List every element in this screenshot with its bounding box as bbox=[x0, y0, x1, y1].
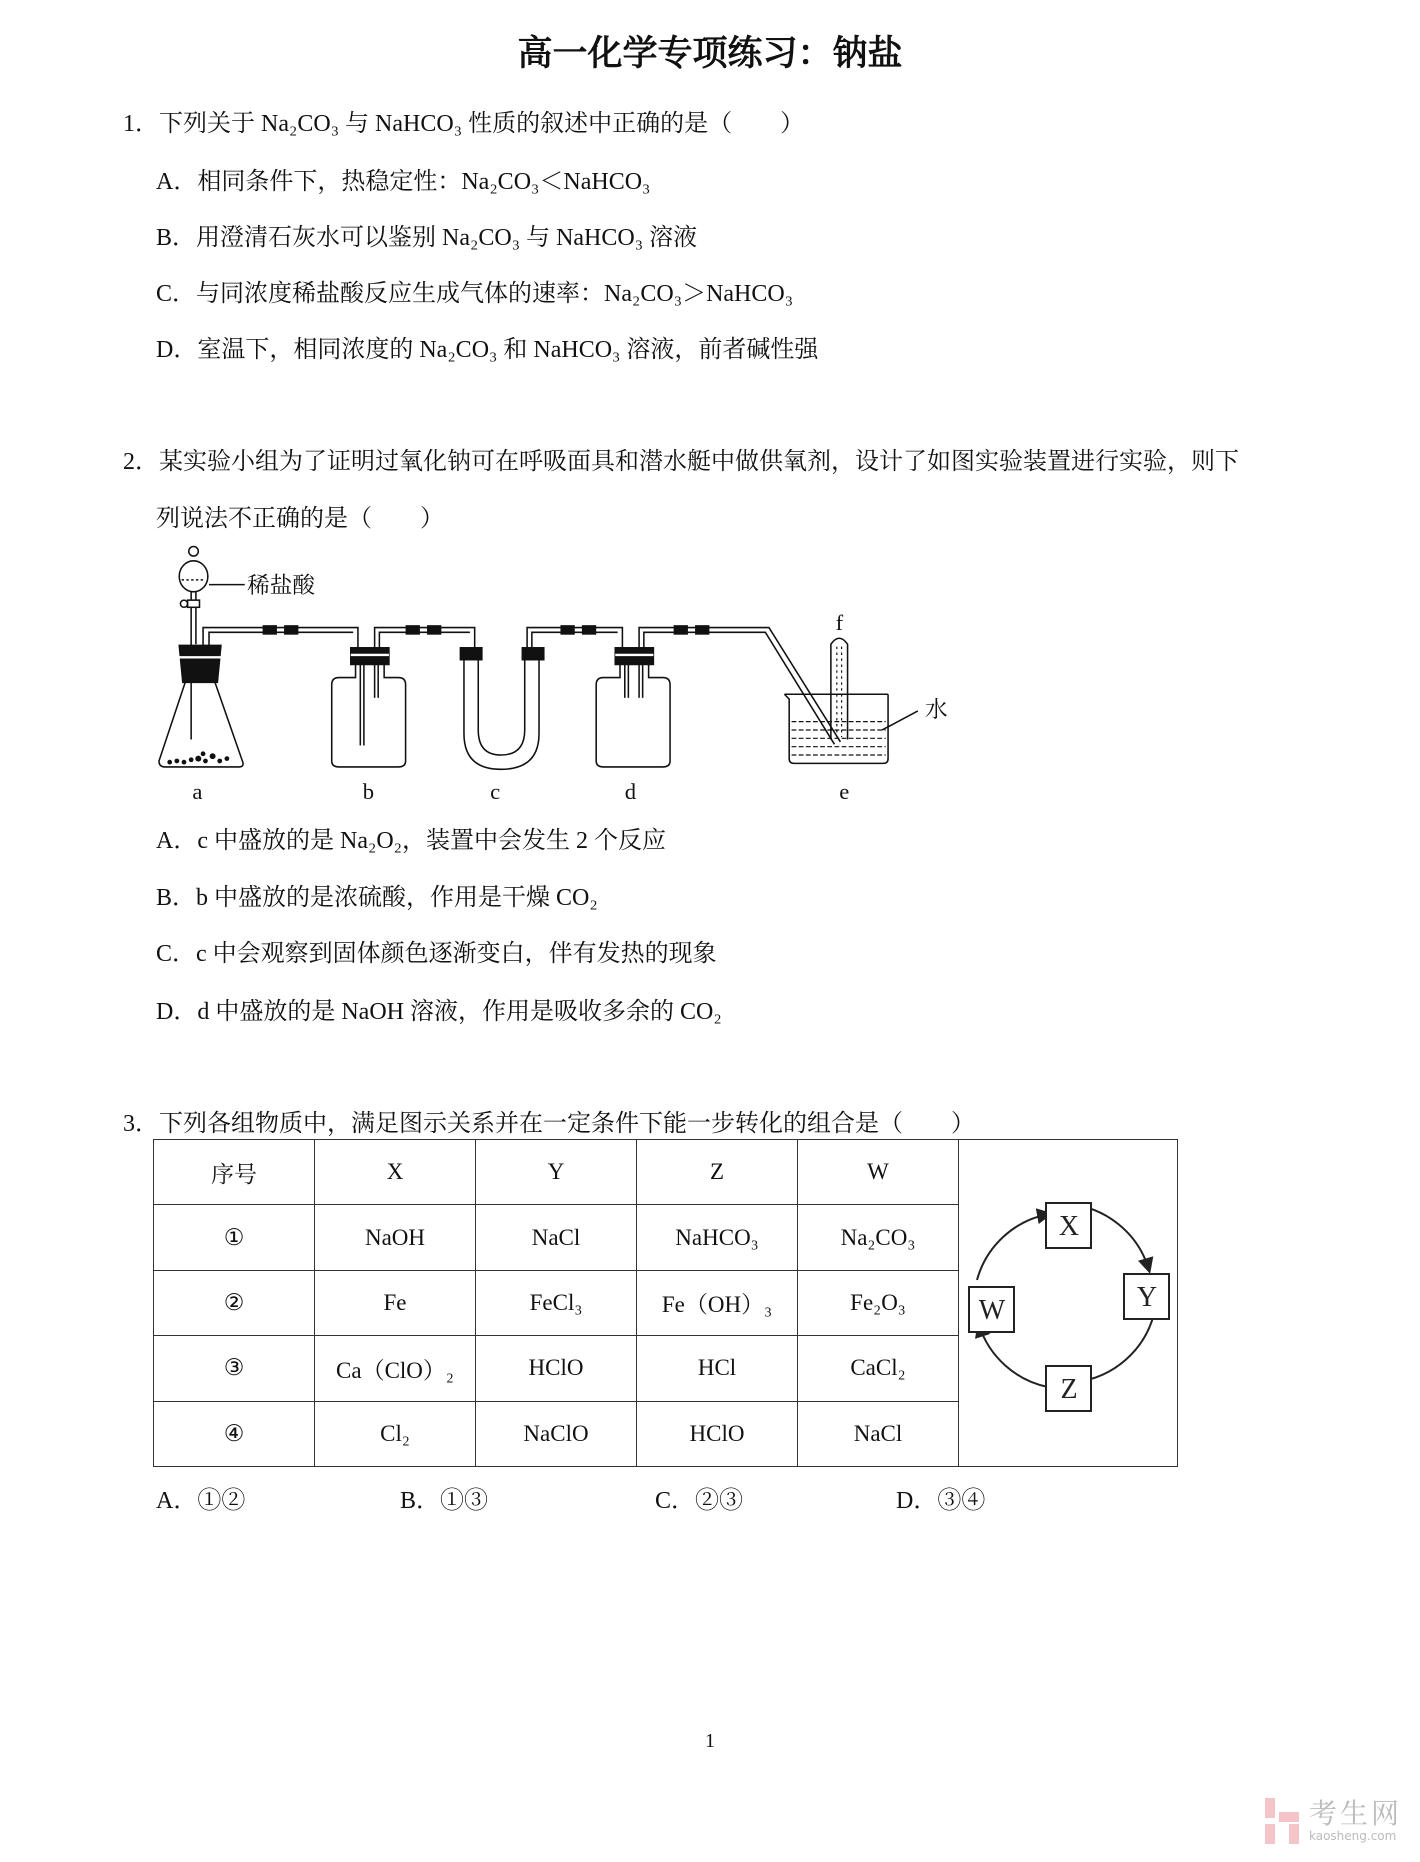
water-label: 水 bbox=[924, 696, 948, 723]
q1-option-a: A．相同条件下，热稳定性：Na₂CO₃＜NaHCO₃ bbox=[156, 169, 651, 195]
cycle-diagram-cell bbox=[959, 1140, 1178, 1467]
apparatus-diagram bbox=[149, 537, 960, 811]
gas-washing-bottle-b bbox=[332, 648, 406, 767]
header-cell: Y bbox=[476, 1140, 637, 1205]
header-cell: W bbox=[798, 1140, 959, 1205]
connecting-tubes bbox=[203, 625, 840, 744]
node-z: Z bbox=[1060, 1374, 1078, 1405]
table-header-row bbox=[154, 1140, 1178, 1205]
watermark-logo bbox=[1265, 1798, 1402, 1844]
watermark-en: kaosheng.com bbox=[1308, 1829, 1397, 1843]
cell: ② bbox=[154, 1270, 315, 1335]
header-cell: Z bbox=[637, 1140, 798, 1205]
cell: Fe₂O₃ bbox=[798, 1270, 959, 1335]
cell: HCl bbox=[637, 1336, 798, 1401]
cell: CaCl₂ bbox=[798, 1336, 959, 1401]
q1-option-b: B．用澄清石灰水可以鉴别 Na₂CO₃ 与 NaHCO₃ 溶液 bbox=[156, 225, 698, 251]
q3-answer-a: A．①② bbox=[156, 1488, 246, 1514]
q1-stem: 1．下列关于 Na₂CO₃ 与 NaHCO₃ 性质的叙述中正确的是（ ） bbox=[123, 111, 805, 137]
separatory-funnel bbox=[179, 547, 245, 740]
cell: NaCl bbox=[476, 1205, 637, 1270]
cycle-diagram bbox=[959, 1140, 1177, 1460]
q3-table bbox=[153, 1139, 1178, 1467]
node-x: X bbox=[1058, 1211, 1080, 1242]
cell: Cl₂ bbox=[315, 1401, 476, 1466]
q2-option-a: A．c 中盛放的是 Na₂O₂，装置中会发生 2 个反应 bbox=[156, 828, 667, 854]
label-a: a bbox=[192, 779, 203, 805]
cell: NaClO bbox=[476, 1401, 637, 1466]
watermark-cn: 考生网 bbox=[1308, 1797, 1402, 1830]
q2-option-d: D．d 中盛放的是 NaOH 溶液，作用是吸收多余的 CO₂ bbox=[156, 999, 722, 1025]
page-title: 高一化学专项练习：钠盐 bbox=[517, 34, 903, 74]
cell: HClO bbox=[637, 1401, 798, 1466]
q3-stem: 3．下列各组物质中，满足图示关系并在一定条件下能一步转化的组合是（ ） bbox=[123, 1111, 975, 1137]
cell: ④ bbox=[154, 1401, 315, 1466]
cell: NaHCO₃ bbox=[637, 1205, 798, 1270]
q3-answer-d: D．③④ bbox=[896, 1488, 986, 1514]
q3-answer-b: B．①③ bbox=[400, 1488, 489, 1514]
conical-flask-a bbox=[159, 645, 243, 767]
q3-answer-c: C．②③ bbox=[655, 1488, 744, 1514]
cell: ① bbox=[154, 1205, 315, 1270]
label-d: d bbox=[624, 779, 637, 805]
cell: NaCl bbox=[798, 1401, 959, 1466]
acid-label: 稀盐酸 bbox=[247, 572, 316, 599]
cell: FeCl₃ bbox=[476, 1270, 637, 1335]
q1-option-d: D．室温下，相同浓度的 Na₂CO₃ 和 NaHCO₃ 溶液，前者碱性强 bbox=[156, 337, 819, 363]
header-cell: 序号 bbox=[154, 1140, 315, 1205]
cell: NaOH bbox=[315, 1205, 476, 1270]
watermark-icon bbox=[1265, 1798, 1301, 1844]
cell: Na₂CO₃ bbox=[798, 1205, 959, 1270]
label-e: e bbox=[839, 779, 850, 805]
label-b: b bbox=[362, 779, 375, 805]
tube-f-label: f bbox=[835, 609, 844, 635]
cell: Fe（OH）₃ bbox=[637, 1270, 798, 1335]
header-cell: X bbox=[315, 1140, 476, 1205]
cell: Ca（ClO）₂ bbox=[315, 1336, 476, 1401]
q2-stem-line2: 列说法不正确的是（ ） bbox=[156, 506, 444, 532]
q2-stem-line1: 2．某实验小组为了证明过氧化钠可在呼吸面具和潜水艇中做供氧剂，设计了如图实验装置进行实验，则下 bbox=[123, 449, 1239, 475]
node-w: W bbox=[978, 1295, 1006, 1326]
page-number: 1 bbox=[705, 1730, 715, 1752]
gas-washing-bottle-d bbox=[596, 648, 670, 767]
q2-option-b: B．b 中盛放的是浓硫酸，作用是干燥 CO₂ bbox=[156, 885, 598, 911]
cell: ③ bbox=[154, 1336, 315, 1401]
cell: HClO bbox=[476, 1336, 637, 1401]
node-y: Y bbox=[1136, 1282, 1158, 1313]
q1-option-c: C．与同浓度稀盐酸反应生成气体的速率：Na₂CO₃＞NaHCO₃ bbox=[156, 281, 794, 307]
q2-option-c: C．c 中会观察到固体颜色逐渐变白，伴有发热的现象 bbox=[156, 941, 717, 967]
u-tube-c bbox=[460, 648, 543, 770]
label-c: c bbox=[490, 779, 501, 805]
beaker-e bbox=[784, 638, 917, 763]
cell: Fe bbox=[315, 1270, 476, 1335]
